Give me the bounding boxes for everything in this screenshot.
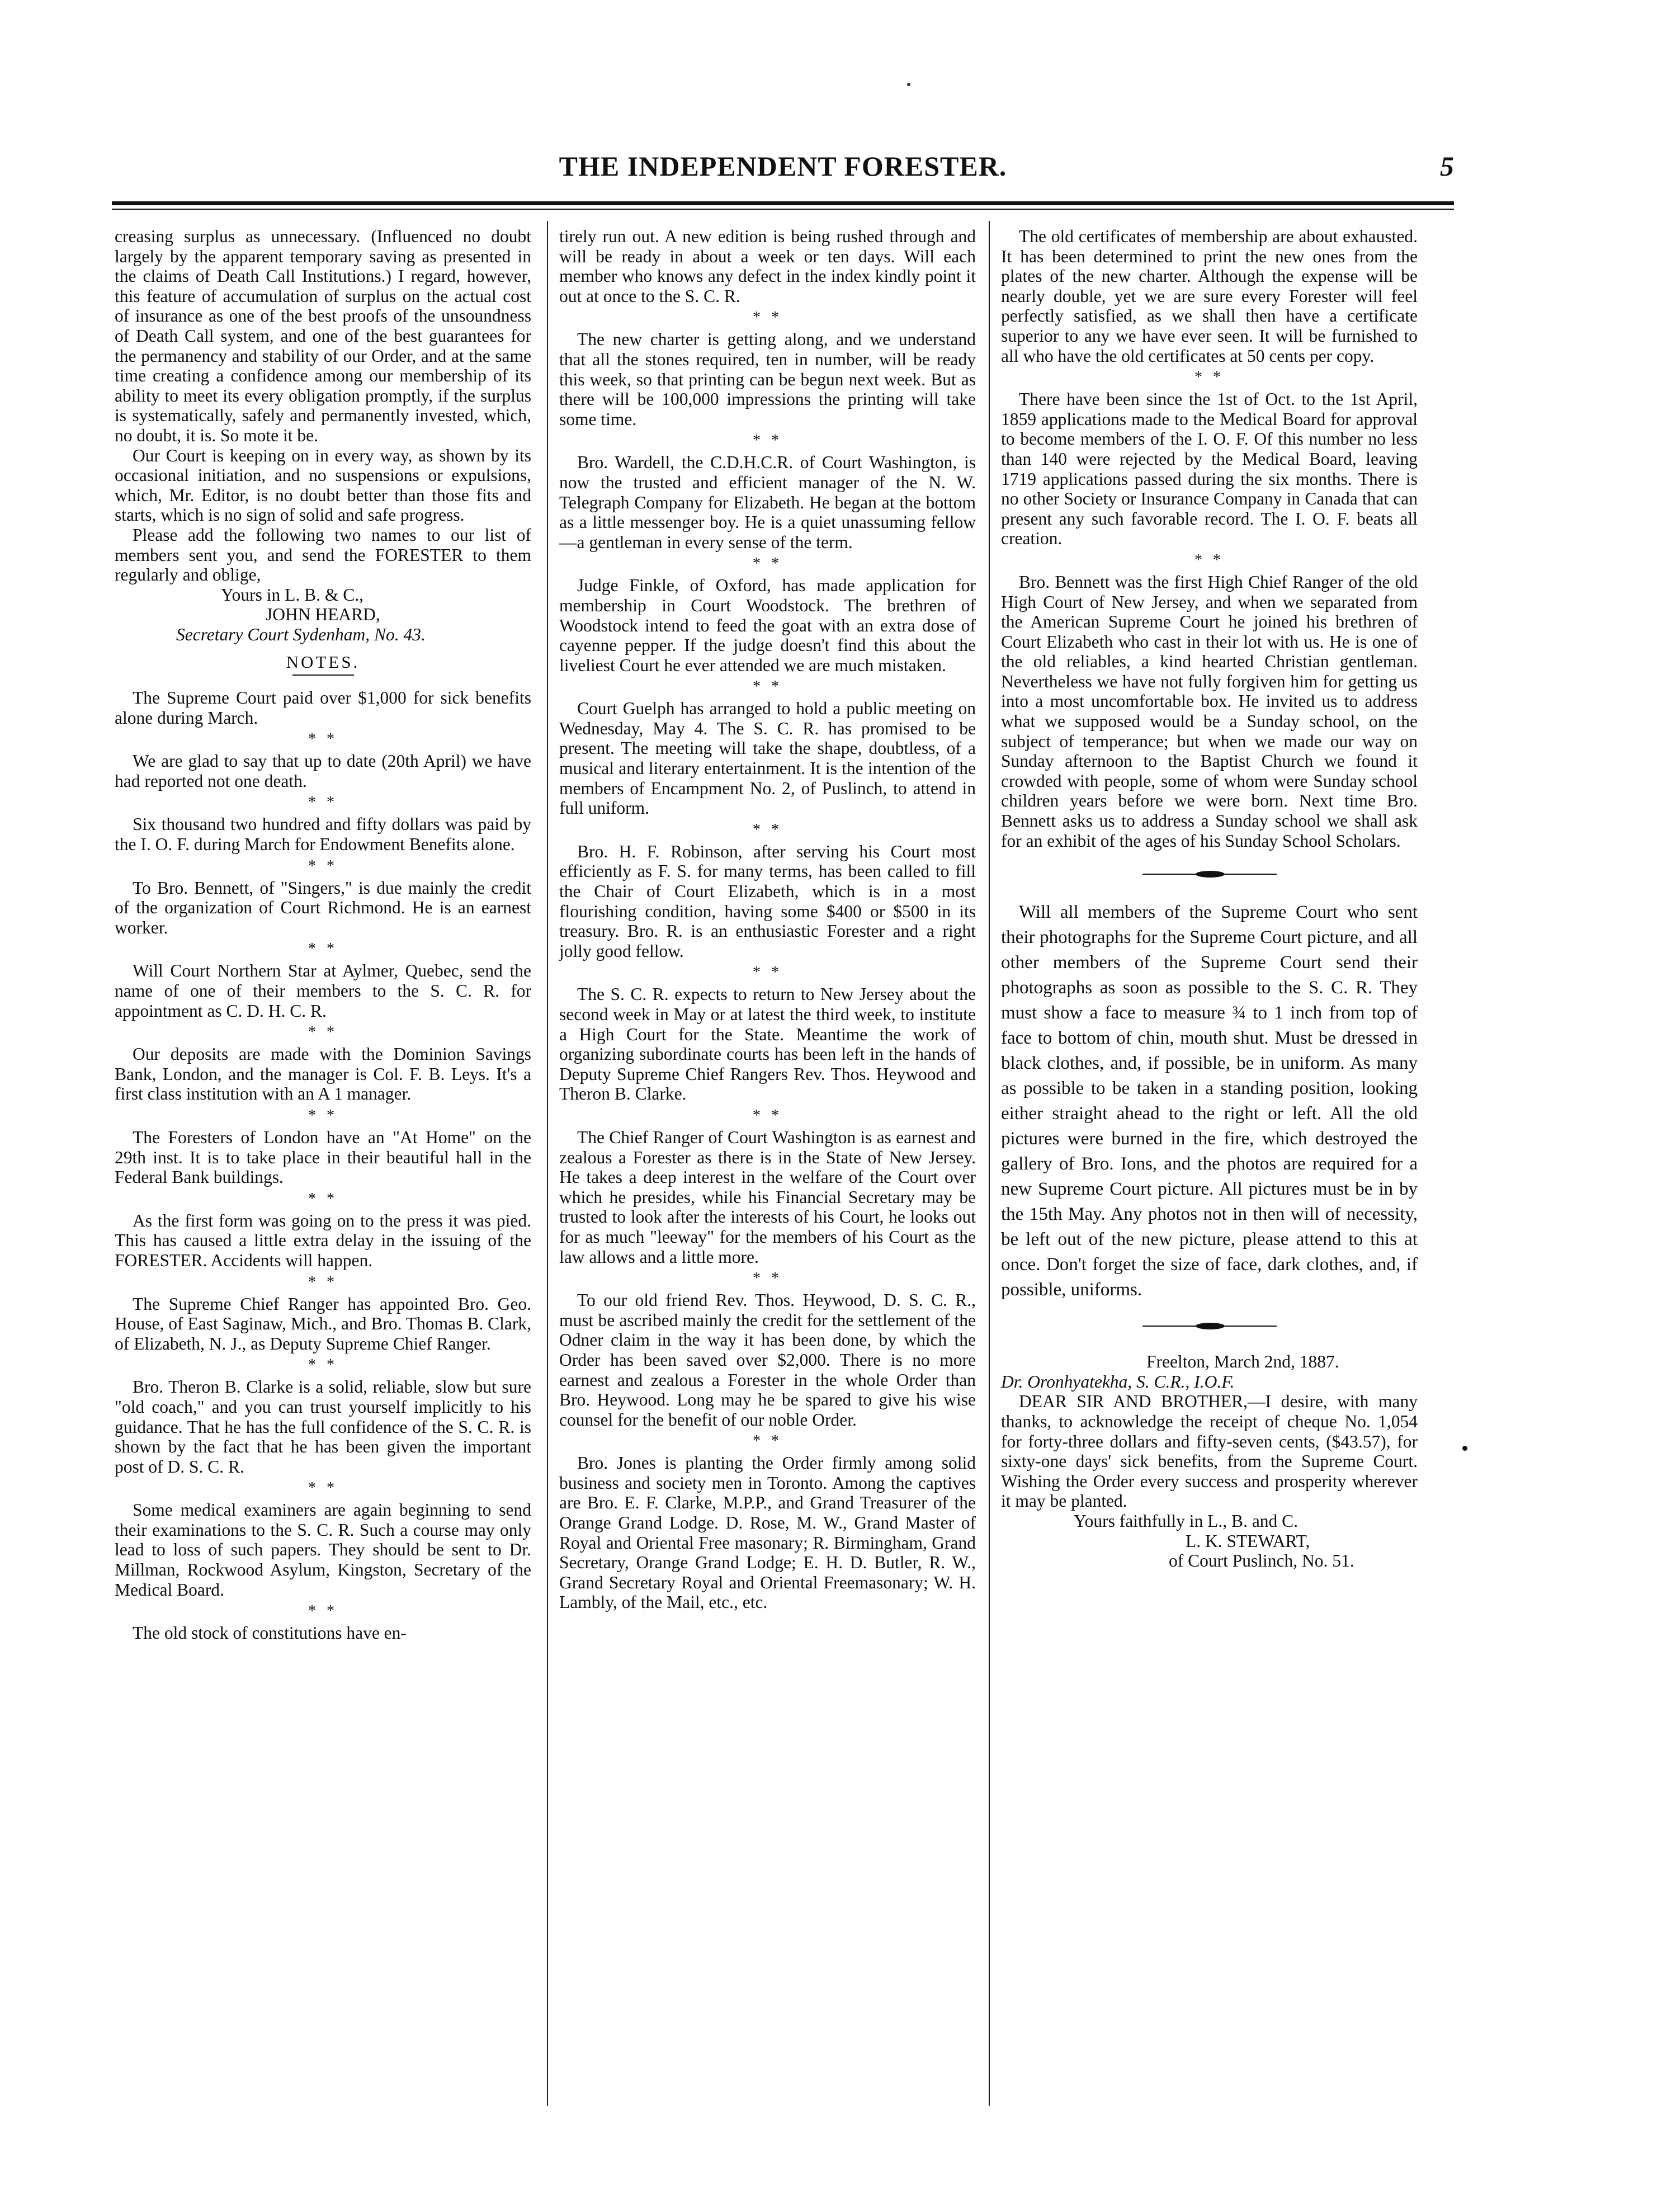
paragraph: creasing surplus as unnecessary. (Influenced no doubt largely by the apparent temporary saving as presented in the claims of Death Call Institutions.) I regard, however, this feature of accumulation of surplus on the actual cost of insurance as one of the best proofs of the unsoundness of Death Call system, and one of the best guarantees for the permanency and stability of our Order, and at the same time creating a confidence among our membership of its ability to meet its every obligation promptly, if the surplus is systematically, safely and permanently invested, which, no doubt, it is. So mote it be.: [115, 227, 531, 445]
separator: * *: [308, 1273, 338, 1291]
signature-title: Secretary Court Sydenham, No. 43.: [176, 624, 426, 644]
column-3: [1001, 227, 1418, 1571]
notes-heading: NOTES.: [286, 652, 360, 672]
note-item: The Supreme Court paid over $1,000 for sick benefits alone during March.: [115, 688, 531, 728]
separator: * *: [308, 1602, 338, 1620]
note-item: We are glad to say that up to date (20th April) we have had reported not one death.: [115, 751, 531, 791]
column-divider: [989, 221, 990, 2106]
separator: * *: [308, 940, 338, 958]
note-item: Some medical examiners are again beginning to send their examinations to the S. C. R. Such a course may only lead to loss of such papers. They should be sent to Dr. Millman, Rockwood Asylum, Kingston, Secretary of the Medical Board.: [115, 1500, 531, 1600]
note-item: To Bro. Bennett, of "Singers," is due mainly the credit of the organization of Court Richmond. He is an earnest worker.: [115, 878, 531, 937]
paragraph: Our Court is keeping on in every way, as shown by its occasional initiation, and no suspensions or expulsions, which, Mr. Editor, is no doubt better than those fits and starts, which is no sign of solid and safe progress.: [115, 445, 531, 525]
paragraph: Judge Finkle, of Oxford, has made application for membership in Court Woodstock. The brethren of Woodstock intend to feed the goat with an extra dose of cayenne pepper. If the judge doesn't find this about the liveliest Court he ever attended we are much mistaken.: [559, 576, 976, 675]
separator: * *: [753, 678, 782, 696]
letter-closing: Yours faithfully in L., B. and C.: [1074, 1511, 1299, 1531]
paragraph: Please add the following two names to our list of members sent you, and send the FORESTER to them regularly and oblige,: [115, 525, 531, 585]
separator: * *: [308, 1356, 338, 1374]
paragraph: Will all members of the Supreme Court who sent their photographs for the Supreme Court picture, and all other members of the Supreme Court send their photographs as soon as possible to the S. C. R. They must show a face to measure ¾ to 1 inch from top of face to bottom of chin, mouth shut. Must be dressed in black clothes, and, if possible, be in uniform. As many as possible to be taken in a standing position, looking either straight ahead to the right or left. All the old pictures were burned in the fire, which destroyed the gallery of Bro. Ions, and the photos are required for a new Supreme Court picture. All pictures must be in by the 15th May. Any photos not in then will of necessity, be left out of the new picture, please attend to this at once. Don't forget the size of face, dark clothes, and, if possible, uniforms.: [1001, 902, 1418, 1300]
paragraph: Bro. H. F. Robinson, after serving his Court most efficiently as F. S. for many terms, has been called to fill the Chair of Court Elizabeth, which is in a most flourishing condition, having some $400 or $500 in its treasury. Bro. R. is an enthusiastic Forester and a right jolly good fellow.: [559, 841, 976, 961]
margin-dot: [1462, 1446, 1467, 1451]
paragraph: tirely run out. A new edition is being rushed through and will be ready in about a week or ten days. Will each member who knows any defect in the index kindly point it out at once to the S. C. R.: [559, 227, 976, 306]
note-item: The old stock of constitutions have en-: [133, 1623, 407, 1643]
paragraph: The new charter is getting along, and we understand that all the stones required, ten in number, will be ready this week, so that printing can be begun next week. But as there will be 100,000 impressions the printing will take some time.: [559, 329, 976, 429]
note-item: The Supreme Chief Ranger has appointed Bro. Geo. House, of East Saginaw, Mich., and Bro. Thomas B. Clark, of Elizabeth, N. J., as Deputy Supreme Chief Ranger.: [115, 1294, 531, 1353]
separator: * *: [308, 730, 338, 748]
paragraph: Court Guelph has arranged to hold a public meeting on Wednesday, May 4. The S. C. R. has promised to be present. The meeting will take the shape, doubtless, of a musical and literary entertainment. It is the intention of the members of Encampment No. 2, of Puslinch, to attend in full uniform.: [559, 699, 976, 818]
column-divider: [547, 221, 548, 2106]
paragraph: Bro. Bennett was the first High Chief Ranger of the old High Court of New Jersey, and when we separated from the American Supreme Court he joined his brethren of Court Elizabeth who cast in their lot with us. He is one of the old reliables, a kind hearted Christian gentleman. Nevertheless we have not fully forgiven him for getting us into a most uncomfortable box. He invited us to address what we supposed would be a Sunday school, on the subject of temperance; but when we made our way on Sunday afternoon to the Baptist Church we found it crowded with people, some of whom were Sunday school children years before we were born. Next time Bro. Bennett asks us to address a Sunday school we shall ask for an exhibit of the ages of his Sunday School Scholars.: [1001, 572, 1418, 851]
letter-court: of Court Puslinch, No. 51.: [1169, 1551, 1354, 1571]
separator: * *: [1194, 551, 1224, 569]
paragraph: The S. C. R. expects to return to New Jersey about the second week in May or at latest the third week, to institute a High Court for the State. Meantime the work of organizing subordinate courts has been left in the hands of Deputy Supreme Chief Rangers Rev. Thos. Heywood and Theron B. Clarke.: [559, 984, 976, 1104]
separator: * *: [753, 555, 782, 573]
letter-recipient: Dr. Oronhyatekha, S. C.R., I.O.F.: [1001, 1371, 1235, 1392]
separator: * *: [753, 309, 782, 327]
letter-body: DEAR SIR AND BROTHER,—I desire, with many thanks, to acknowledge the receipt of cheque No. 1,054 for forty-three dollars and fifty-seven cents, ($43.57), for sixty-one days' sick benefits, from the Supreme Court. Wishing the Order every success and prosperity wherever it may be planted.: [1001, 1392, 1418, 1511]
note-item: Bro. Theron B. Clarke is a solid, reliable, slow but sure "old coach," and you can trust yourself implicitly to his guidance. That he has the full confidence of the S. C. R. is shown by the fact that he has been given the important post of D. S. C. R.: [115, 1377, 531, 1477]
page-header: [112, 150, 1454, 195]
separator: * *: [753, 820, 782, 838]
column-1: [115, 227, 531, 1643]
separator: * *: [308, 1479, 338, 1497]
separator: * *: [753, 964, 782, 982]
header-rule-thin: [112, 209, 1454, 210]
separator: * *: [1194, 369, 1224, 386]
paragraph: There have been since the 1st of Oct. to the 1st April, 1859 applications made to the Medical Board for approval to become members of the I. O. F. Of this number no less than 140 were rejected by the Medical Board, leaving 1719 applications passed during the six months. There is no other Society or Insurance Company in Canada that can present any such favorable record. The I. O. F. beats all creation.: [1001, 389, 1418, 549]
short-rule: [292, 675, 354, 676]
note-item: Will Court Northern Star at Aylmer, Quebec, send the name of one of their members to the S. C. R. for appointment as C. D. H. C. R.: [115, 961, 531, 1021]
separator: * *: [308, 1190, 338, 1208]
paragraph: The Chief Ranger of Court Washington is as earnest and zealous a Forester as there is in the State of New Jersey. He takes a deep interest in the welfare of the Court over which he presides, while his Financial Secretary may be trusted to look after the interests of his Court, he looks out for as much "leeway" for the members of his Court as the law allows and a little more.: [559, 1127, 976, 1267]
paragraph: To our old friend Rev. Thos. Heywood, D. S. C. R., must be ascribed mainly the credit for the settlement of the Odner claim in the way it has been done, by which the Order has been saved over $2,000. There is no more earnest and zealous a Forester in the whole Order than Bro. Heywood. Long may he be spared to give his wise counsel for the benefit of our noble Order.: [559, 1290, 976, 1430]
newspaper-title: THE INDEPENDENT FORESTER.: [559, 150, 1007, 182]
separator: * *: [308, 857, 338, 875]
page-speck: [907, 83, 910, 86]
ornamental-divider: [1142, 873, 1277, 875]
letter-date: Freelton, March 2nd, 1887.: [1146, 1352, 1339, 1372]
separator: * *: [308, 794, 338, 812]
note-item: Our deposits are made with the Dominion Savings Bank, London, and the manager is Col. F. B. Leys. It's a first class institution with an A 1 manager.: [115, 1044, 531, 1104]
note-item: The Foresters of London have an "At Home" on the 29th inst. It is to take place in their beautiful hall in the Federal Bank buildings.: [115, 1127, 531, 1187]
column-2: [559, 227, 976, 1612]
separator: * *: [753, 1270, 782, 1287]
header-rule-thick: [112, 201, 1454, 205]
signature-salutation: Yours in L. B. & C.,: [221, 584, 363, 605]
separator: * *: [753, 1432, 782, 1450]
paragraph: Bro. Jones is planting the Order firmly among solid business and society men in Toronto. Among the captives are Bro. E. F. Clarke, M.P.P., and Grand Treasurer of the Orange Grand Lodge. D. Rose, M. W., Grand Master of Royal and Oriental Free masonary; R. Birmingham, Grand Secretary, Orange Grand Lodge; E. H. D. Butler, R. W., Grand Secretary Royal and Oriental Freemasonary; W. H. Lambly, of the Mail, etc., etc.: [559, 1453, 976, 1612]
letter-signature: L. K. STEWART,: [1186, 1531, 1310, 1551]
separator: * *: [308, 1024, 338, 1041]
ornamental-divider: [1142, 1325, 1277, 1327]
paragraph: Bro. Wardell, the C.D.H.C.R. of Court Washington, is now the trusted and efficient manager of the N. W. Telegraph Company for Elizabeth. He began at the bottom as a little messenger boy. He is a quiet unassuming fellow—a gentleman in every sense of the term.: [559, 452, 976, 552]
note-item: Six thousand two hundred and fifty dollars was paid by the I. O. F. during March for Endowment Benefits alone.: [115, 814, 531, 855]
page-number: 5: [1440, 150, 1454, 182]
separator: * *: [753, 1106, 782, 1124]
paragraph: The old certificates of membership are about exhausted. It has been determined to print the new ones from the plates of the new charter. Although the expense will be nearly double, yet we are sure every Forester will feel perfectly satisfied, as we shall then have a certificate superior to any we have ever seen. It will be furnished to all who have the old certificates at 50 cents per copy.: [1001, 227, 1418, 366]
separator: * *: [308, 1106, 338, 1124]
separator: * *: [753, 432, 782, 450]
signature-name: JOHN HEARD,: [266, 605, 380, 625]
note-item: As the first form was going on to the press it was pied. This has caused a little extra delay in the issuing of the FORESTER. Accidents will happen.: [115, 1210, 531, 1270]
